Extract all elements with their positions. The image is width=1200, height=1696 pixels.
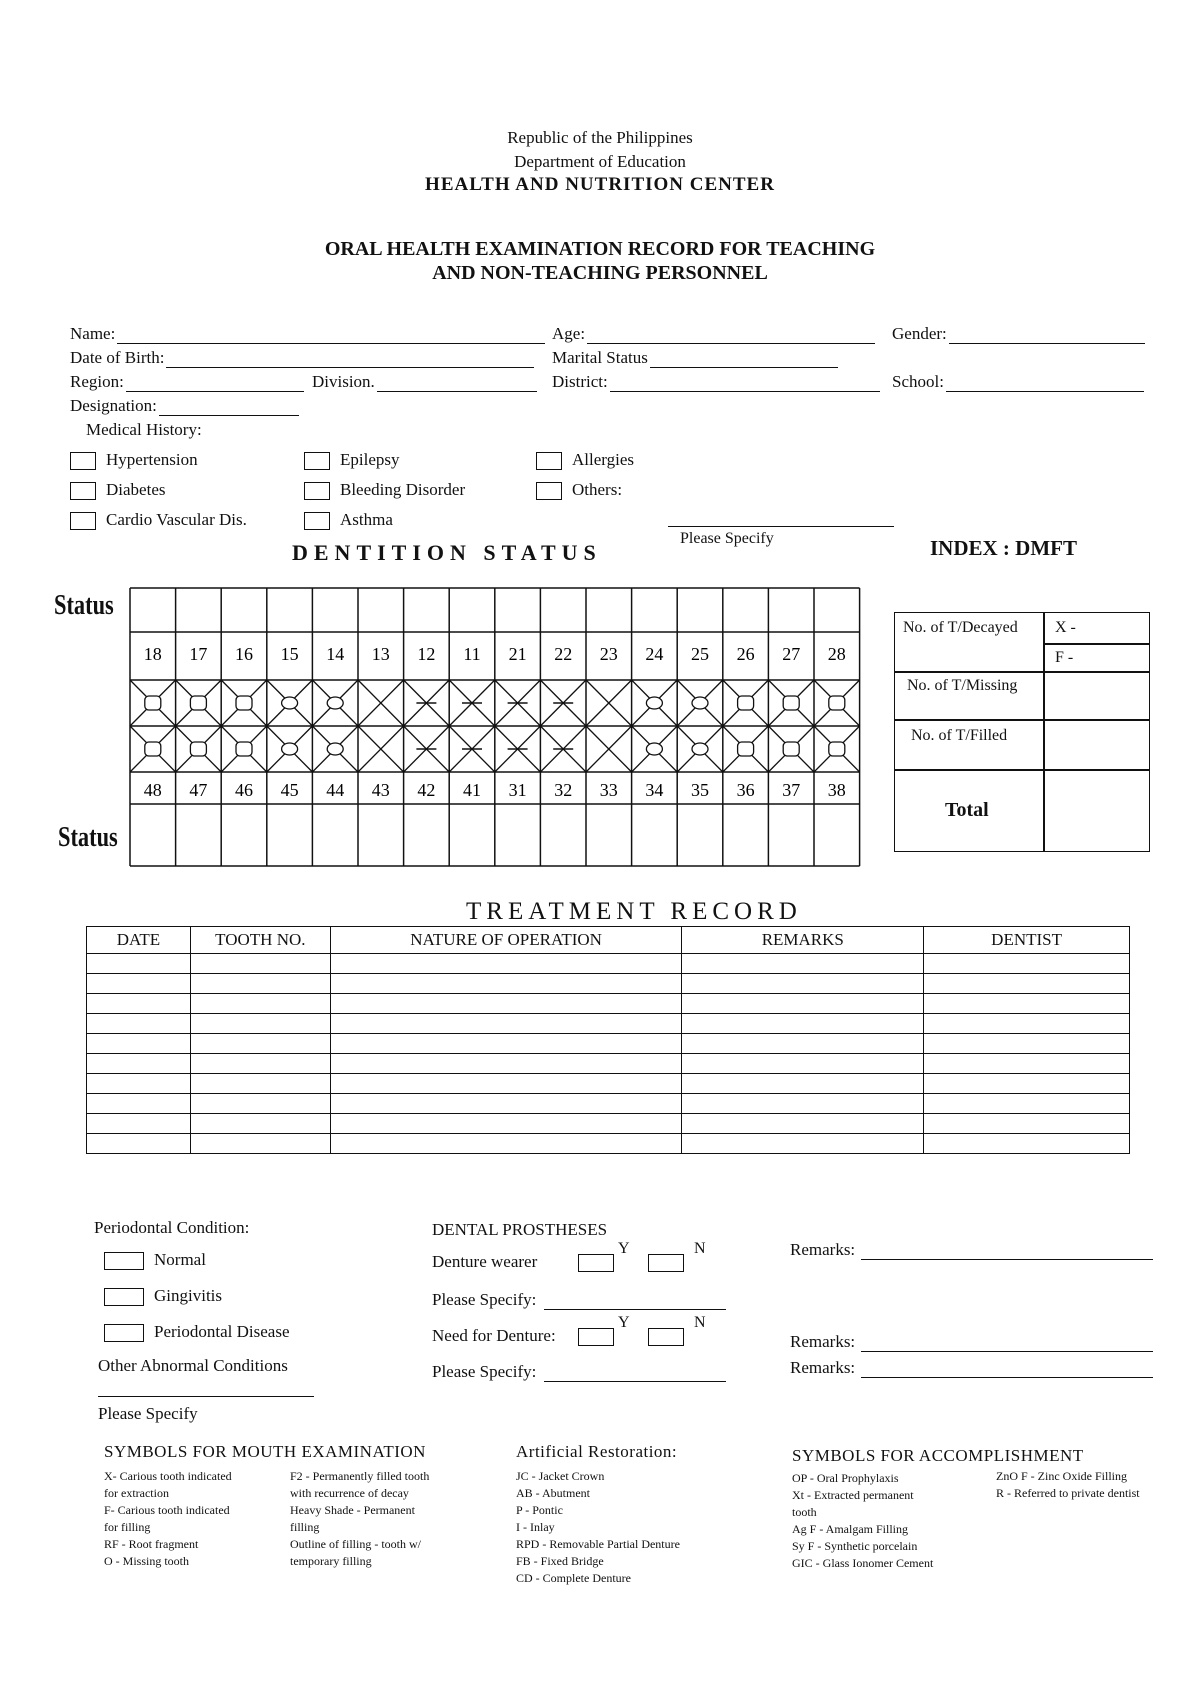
tooth-number-upper: 25 [691, 644, 709, 664]
tooth-diagram-lower-occlusal [190, 742, 206, 756]
treatment-cell[interactable] [87, 974, 191, 994]
treatment-cell[interactable] [924, 994, 1130, 1014]
restoration-symbol-line: I - Inlay [516, 1520, 555, 1534]
restoration-symbol-line: AB - Abutment [516, 1486, 590, 1500]
header-center: HEALTH AND NUTRITION CENTER [425, 174, 775, 195]
restoration-symbol-line: CD - Complete Denture [516, 1571, 631, 1585]
treatment-cell[interactable] [87, 1034, 191, 1054]
treatment-row[interactable] [87, 1114, 1130, 1134]
treatment-cell[interactable] [87, 994, 191, 1014]
tooth-diagram-upper-occlusal [829, 696, 845, 710]
treatment-cell[interactable] [682, 1034, 924, 1054]
restoration-symbol-line: RPD - Removable Partial Denture [516, 1537, 680, 1551]
form-title-line1: ORAL HEALTH EXAMINATION RECORD FOR TEACHING [324, 238, 876, 260]
need-denture-no-box[interactable] [648, 1328, 684, 1346]
header-republic: Republic of the Philippines [507, 128, 693, 147]
decayed-label: No. of T/Decayed [903, 619, 1018, 636]
restoration-symbol-line: JC - Jacket Crown [516, 1469, 605, 1483]
remarks-label: Remarks: [790, 1358, 856, 1377]
dentition-status-title: DENTITION STATUS [292, 540, 602, 565]
prostheses-title: DENTAL PROSTHESES [432, 1220, 608, 1239]
denture-wearer-y: Y [618, 1240, 630, 1257]
tooth-number-upper: 15 [280, 644, 299, 664]
tooth-diagram-upper-occlusal [738, 696, 754, 710]
accomplishment-symbol-line: OP - Oral Prophylaxis [792, 1471, 899, 1485]
name-label: Name: [70, 324, 116, 343]
need-denture-y: Y [618, 1314, 630, 1331]
treatment-cell[interactable] [190, 1054, 330, 1074]
treatment-row[interactable] [87, 1054, 1130, 1074]
tooth-number-lower: 33 [599, 780, 618, 800]
treatment-cell[interactable] [924, 1134, 1130, 1154]
denture-wearer-no-box[interactable] [648, 1254, 684, 1272]
tooth-number-lower: 37 [782, 780, 801, 800]
epilepsy-label: Epilepsy [340, 450, 400, 469]
status-label-lower: Status [58, 822, 118, 853]
checkbox-gingivitis[interactable] [104, 1286, 222, 1306]
treatment-row[interactable] [87, 954, 1130, 974]
tooth-diagram-lower-occlusal [145, 742, 161, 756]
exam-symbol-line: filling [290, 1520, 320, 1534]
treatment-cell[interactable] [330, 1114, 682, 1134]
tooth-diagram-lower-occlusal [738, 742, 754, 756]
tooth-number-lower: 47 [189, 780, 208, 800]
decayed-x: X - [1055, 619, 1076, 636]
specify1-label: Please Specify: [432, 1290, 537, 1309]
symbols-accomplishment-title: SYMBOLS FOR ACCOMPLISHMENT [792, 1446, 1084, 1465]
col-nature-operation: NATURE OF OPERATION [330, 927, 682, 954]
treatment-cell[interactable] [190, 994, 330, 1014]
tooth-diagram-upper-occlusal [646, 697, 662, 709]
treatment-cell[interactable] [87, 1114, 191, 1134]
treatment-cell[interactable] [330, 954, 682, 974]
region-label: Region: [70, 372, 124, 391]
col-date: DATE [87, 927, 191, 954]
index-dmft: INDEX : DMFT [930, 536, 1077, 560]
tooth-number-upper: 23 [599, 644, 618, 664]
tooth-number-upper: 13 [371, 644, 390, 664]
treatment-cell[interactable] [924, 1014, 1130, 1034]
tooth-number-upper: 18 [143, 644, 162, 664]
treatment-cell[interactable] [190, 1114, 330, 1134]
restoration-symbol-line: P - Pontic [516, 1503, 563, 1517]
treatment-cell[interactable] [87, 1134, 191, 1154]
dob-label: Date of Birth: [70, 348, 165, 367]
tooth-number-lower: 31 [508, 780, 527, 800]
exam-symbol-line: with recurrence of decay [290, 1486, 409, 1500]
denture-wearer-n: N [694, 1240, 706, 1257]
treatment-cell[interactable] [190, 1134, 330, 1154]
missing-label: No. of T/Missing [907, 677, 1018, 694]
tooth-diagram-upper-occlusal [327, 697, 343, 709]
filled-label: No. of T/Filled [911, 727, 1008, 744]
treatment-cell[interactable] [924, 1054, 1130, 1074]
tooth-diagram-lower-occlusal [829, 742, 845, 756]
specify2-label: Please Specify: [432, 1362, 537, 1381]
accomplishment-symbol-line: Ag F - Amalgam Filling [792, 1522, 909, 1536]
treatment-cell[interactable] [190, 974, 330, 994]
accomplishment-symbol-line: R - Referred to private dentist [996, 1486, 1140, 1500]
need-for-denture-label: Need for Denture: [432, 1326, 556, 1345]
tooth-diagram-lower-occlusal [692, 743, 708, 755]
treatment-cell[interactable] [682, 1114, 924, 1134]
exam-symbol-line: Heavy Shade - Permanent [290, 1503, 415, 1517]
exam-symbol-line: X- Carious tooth indicated [104, 1469, 232, 1483]
treatment-cell[interactable] [924, 1034, 1130, 1054]
tooth-diagram-lower-occlusal [327, 743, 343, 755]
district-label: District: [552, 372, 608, 391]
periodontal-disease-label: Periodontal Disease [154, 1322, 290, 1341]
cardio-label: Cardio Vascular Dis. [106, 510, 247, 529]
treatment-cell[interactable] [190, 1074, 330, 1094]
need-denture-n: N [694, 1314, 706, 1331]
tooth-number-lower: 36 [736, 780, 755, 800]
allergies-label: Allergies [572, 450, 635, 469]
accomplishment-symbol-line: GIC - Glass Ionomer Cement [792, 1556, 934, 1570]
tooth-number-upper: 22 [554, 644, 573, 664]
checkbox-normal[interactable] [104, 1250, 206, 1270]
treatment-cell[interactable] [682, 1014, 924, 1034]
tooth-diagram-lower-occlusal [236, 742, 252, 756]
remarks-label: Remarks: [790, 1332, 856, 1351]
treatment-cell[interactable] [924, 954, 1130, 974]
checkbox-icon[interactable] [104, 1324, 144, 1342]
tooth-number-lower: 32 [554, 780, 573, 800]
restoration-symbol-line: FB - Fixed Bridge [516, 1554, 604, 1568]
tooth-number-upper: 16 [235, 644, 253, 664]
checkbox-icon[interactable] [104, 1288, 144, 1306]
exam-symbol-line: O - Missing tooth [104, 1554, 190, 1568]
treatment-row[interactable] [87, 1074, 1130, 1094]
artificial-restoration-list [516, 1468, 776, 1587]
treatment-cell[interactable] [682, 1134, 924, 1154]
denture-wearer-label: Denture wearer [432, 1252, 538, 1271]
remarks-field-2[interactable] [790, 1332, 1153, 1352]
others-label: Others: [572, 480, 623, 499]
marital-label: Marital Status [552, 348, 648, 367]
treatment-cell[interactable] [330, 1074, 682, 1094]
tooth-number-lower: 35 [691, 780, 709, 800]
tooth-number-upper: 28 [827, 644, 846, 664]
treatment-cell[interactable] [330, 974, 682, 994]
normal-label: Normal [154, 1250, 206, 1269]
treatment-row[interactable] [87, 1134, 1130, 1154]
remarks-field-3[interactable] [790, 1358, 1153, 1378]
col-dentist: DENTIST [924, 927, 1130, 954]
tooth-number-lower: 43 [371, 780, 390, 800]
exam-symbol-line: RF - Root fragment [104, 1537, 199, 1551]
treatment-cell[interactable] [330, 1014, 682, 1034]
symbols-acc-col1 [792, 1470, 992, 1572]
treatment-cell[interactable] [190, 1014, 330, 1034]
hypertension-label: Hypertension [106, 450, 198, 469]
diabetes-label: Diabetes [106, 480, 166, 499]
tooth-number-upper: 11 [463, 644, 481, 664]
tooth-diagram-upper-occlusal [236, 696, 252, 710]
tooth-diagram-upper-occlusal [783, 696, 799, 710]
accomplishment-symbol-line: tooth [792, 1505, 817, 1519]
age-label: Age: [552, 324, 586, 343]
checkbox-icon[interactable] [104, 1252, 144, 1270]
treatment-cell[interactable] [682, 1054, 924, 1074]
treatment-table [86, 926, 1130, 1154]
treatment-cell[interactable] [330, 1054, 682, 1074]
symbols-exam-col2 [290, 1468, 500, 1570]
exam-symbol-line: for extraction [104, 1486, 169, 1500]
treatment-cell[interactable] [87, 1094, 191, 1114]
tooth-number-upper: 17 [189, 644, 208, 664]
designation-label: Designation: [70, 396, 157, 415]
col-remarks: REMARKS [682, 927, 924, 954]
tooth-diagram-upper-occlusal [145, 696, 161, 710]
treatment-cell[interactable] [924, 1074, 1130, 1094]
artificial-restoration-title: Artificial Restoration: [516, 1442, 678, 1461]
treatment-cell[interactable] [330, 1094, 682, 1114]
tooth-number-upper: 24 [645, 644, 664, 664]
treatment-cell[interactable] [924, 1094, 1130, 1114]
form-title-line2: AND NON-TEACHING PERSONNEL [432, 262, 768, 284]
need-denture-yes-box[interactable] [578, 1328, 614, 1346]
header-department: Department of Education [514, 152, 686, 171]
treatment-cell[interactable] [682, 1094, 924, 1114]
exam-symbol-line: F- Carious tooth indicated [104, 1503, 230, 1517]
periodontal-title: Periodontal Condition: [94, 1218, 250, 1237]
denture-wearer-yes-box[interactable] [578, 1254, 614, 1272]
decayed-f: F - [1055, 649, 1074, 666]
treatment-row[interactable] [87, 1014, 1130, 1034]
exam-symbol-line: temporary filling [290, 1554, 372, 1568]
treatment-cell[interactable] [190, 1034, 330, 1054]
other-abnormal-label: Other Abnormal Conditions [98, 1356, 288, 1375]
tooth-diagram-upper-occlusal [190, 696, 206, 710]
accomplishment-symbol-line: Xt - Extracted permanent [792, 1488, 914, 1502]
dmft-box [894, 612, 1150, 852]
treatment-cell[interactable] [87, 954, 191, 974]
treatment-cell[interactable] [924, 1114, 1130, 1134]
tooth-diagram-lower-occlusal [646, 743, 662, 755]
treatment-row[interactable] [87, 994, 1130, 1014]
treatment-cell[interactable] [682, 974, 924, 994]
other-abnormal-line[interactable] [98, 1396, 314, 1397]
school-label: School: [892, 372, 944, 391]
treatment-row[interactable] [87, 974, 1130, 994]
tooth-number-lower: 42 [417, 780, 436, 800]
remarks-field-1[interactable] [790, 1240, 1153, 1260]
treatment-cell[interactable] [924, 974, 1130, 994]
treatment-header-row [87, 927, 1130, 954]
symbols-exam-title: SYMBOLS FOR MOUTH EXAMINATION [104, 1442, 426, 1461]
tooth-diagram-lower-occlusal [282, 743, 298, 755]
treatment-cell[interactable] [682, 994, 924, 1014]
tooth-number-lower: 38 [827, 780, 846, 800]
treatment-cell[interactable] [330, 1134, 682, 1154]
accomplishment-symbol-line: ZnO F - Zinc Oxide Filling [996, 1469, 1127, 1483]
periodontal-please-specify: Please Specify [98, 1404, 198, 1423]
checkbox-periodontal-disease[interactable] [104, 1322, 290, 1342]
remarks-label: Remarks: [790, 1240, 856, 1259]
tooth-number-lower: 41 [463, 780, 481, 800]
treatment-cell[interactable] [682, 954, 924, 974]
exam-symbol-line: Outline of filling - tooth w/ [290, 1537, 421, 1551]
exam-symbol-line: F2 - Permanently filled tooth [290, 1469, 430, 1483]
exam-symbol-line: for filling [104, 1520, 151, 1534]
treatment-record-title: TREATMENT RECORD [466, 898, 802, 925]
treatment-cell[interactable] [190, 1094, 330, 1114]
division-label: Division. [312, 372, 375, 391]
bleeding-label: Bleeding Disorder [340, 480, 466, 499]
status-label-upper: Status [54, 590, 114, 621]
tooth-number-upper: 27 [782, 644, 801, 664]
treatment-cell[interactable] [330, 994, 682, 1014]
tooth-number-lower: 45 [280, 780, 299, 800]
gingivitis-label: Gingivitis [154, 1286, 223, 1305]
treatment-row[interactable] [87, 1034, 1130, 1054]
gender-label: Gender: [892, 324, 947, 343]
tooth-number-upper: 26 [736, 644, 755, 664]
tooth-number-lower: 48 [143, 780, 162, 800]
treatment-cell[interactable] [87, 1014, 191, 1034]
medical-history-title: Medical History: [86, 420, 202, 439]
symbols-exam-col1 [104, 1468, 274, 1570]
tooth-number-lower: 34 [645, 780, 664, 800]
others-please-specify: Please Specify [680, 530, 774, 547]
tooth-diagram-upper-occlusal [692, 697, 708, 709]
treatment-cell[interactable] [87, 1054, 191, 1074]
treatment-cell[interactable] [87, 1074, 191, 1094]
accomplishment-symbol-line: Sy F - Synthetic porcelain [792, 1539, 918, 1553]
tooth-number-lower: 46 [235, 780, 253, 800]
asthma-label: Asthma [340, 510, 393, 529]
prostheses-please-specify-1[interactable] [432, 1290, 726, 1310]
treatment-cell[interactable] [190, 954, 330, 974]
prostheses-please-specify-2[interactable] [432, 1362, 726, 1382]
treatment-cell[interactable] [682, 1074, 924, 1094]
total-label: Total [945, 799, 989, 821]
treatment-row[interactable] [87, 1094, 1130, 1114]
treatment-cell[interactable] [330, 1034, 682, 1054]
tooth-diagram-upper-occlusal [282, 697, 298, 709]
tooth-number-upper: 14 [326, 644, 345, 664]
tooth-number-upper: 12 [417, 644, 436, 664]
symbols-acc-col2 [996, 1468, 1176, 1502]
col-tooth-no: TOOTH NO. [190, 927, 330, 954]
tooth-number-lower: 44 [326, 780, 345, 800]
tooth-number-upper: 21 [508, 644, 527, 664]
tooth-diagram-lower-occlusal [783, 742, 799, 756]
